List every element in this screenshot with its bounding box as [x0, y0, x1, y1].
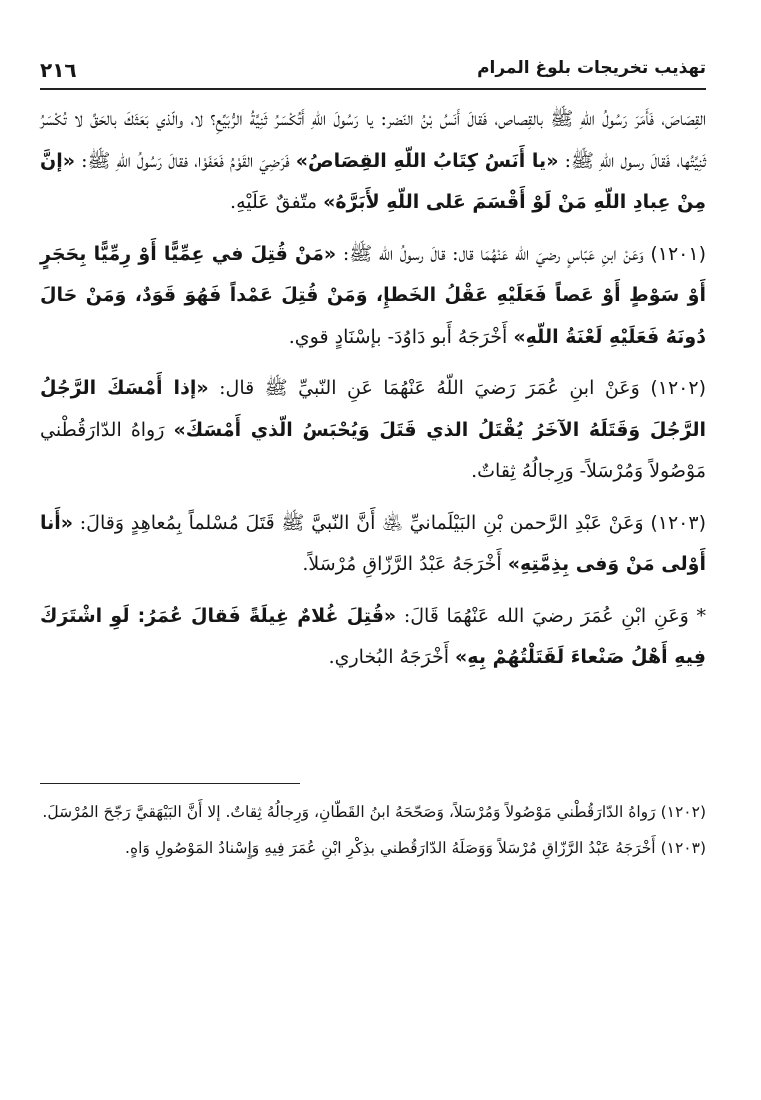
- hadith-intro: وَعَنْ عَبْدِ الرَّحمن بْنِ البَيْلَمانيِّ ﵁ أَنَّ النّبيَّ ﷺ قَتَلَ مُسْلماً بِمُعاهِدٍ وَقالَ:: [79, 511, 644, 534]
- prophet-quote: «يا أَنَسُ كِتَابُ اللّهِ القِصَاصُ»: [295, 149, 559, 172]
- hadith-intro: وَعَنْ ابنِ عُمَرَ رَضيَ اللّهُ عَنْهُمَا عَنِ النّبيِّ ﷺ قال:: [219, 377, 640, 399]
- continuation-text: القِصَاصَ، فَأَمَرَ رَسُولُ اللّهِ ﷺ بالقِصاص، فَقالَ أَنَسُ بْنُ النّضر: يا رَسُولَ اللّهِ أَتُكْسَرُ ثَنِيَّةُ الرُّبَيِّعِ؟ لا، والّذي بَعَثَكَ بالحَقِّ لا تُكْسَرُ ثَنِيَّتُها، فَقالَ رسول اللّهِ ﷺ:: [40, 108, 706, 172]
- hadith-source: أَخْرَجَهُ البُخاري.: [328, 646, 449, 668]
- companion-quote: «قُتِلَ غُلامٌ غِيلَةً فَقالَ عُمَرُ: لَوِ اشْتَرَكَ فِيهِ أَهْلُ صَنْعاءَ لَقَتَلْتُهُمْ بِهِ»: [40, 604, 706, 668]
- footnote-text: رَواهُ الدّارَقُطْني مَوْصُولاً وَمُرْسَلاً، وَصَحّحَهُ ابنُ القَطّانِ، وَرِجالُهُ ثِقاتٌ. إلا أَنَّ البَيْهَقيَّ رَجّحَ المُرْسَلَ.: [42, 803, 656, 821]
- extra-marker: *: [696, 604, 706, 627]
- continuation-paragraph: [40, 99, 706, 224]
- hadith-1201: [40, 234, 706, 359]
- prophet-quote: «مَنْ قُتِلَ في عِمِّيًّا أَوْ رِمِّيًّا بِحَجَرٍ أَوْ سَوْطٍ أَوْ عَصاً فَعَلَيْهِ عَقْلُ الخَطإِ، وَمَنْ قُتِلَ عَمْداً فَهُوَ قَوَدٌ، وَمَنْ حَالَ دُونَهُ فَعَلَيْهِ لَعْنَةُ اللّهِ»: [40, 242, 706, 348]
- hadith-intro: وَعَنِ ابْنِ عُمَرَ رضيَ الله عَنْهُمَا قَالَ:: [403, 604, 689, 627]
- prophet-quote: «أَنا أَوْلى مَنْ وَفى بِذِمَّتِهِ»: [40, 511, 706, 575]
- prophet-quote: «إذا أَمْسَكَ الرَّجُلُ الرَّجُلَ وَقَتَلَهُ الآخَرُ يُقْتَلُ الذي قَتَلَ وَيُحْبَسُ الّذي أَمْسَكَ»: [40, 377, 707, 441]
- footnote-text: أَخْرَجَهُ عَبْدُ الرَّزّاقِ مُرْسَلاً وَوَصَلَهُ الدّارَقُطني بذِكْرِ ابْنِ عُمَرَ فِيهِ وَإِسْنادُ المَوْصُولِ وَاهٍ.: [125, 839, 656, 857]
- footnotes: [40, 794, 706, 866]
- hadith-extra: [40, 596, 706, 679]
- main-text: [40, 99, 706, 689]
- hadith-source: متّفقٌ عَلَيْهِ.: [230, 191, 318, 213]
- hadith-intro: وَعَنْ ابنِ عَبّاسٍ رضيَ الله عَنْهُمَا قال: قالَ رسولُ الله ﷺ:: [342, 242, 644, 265]
- footnote: [40, 830, 706, 866]
- hadith-1203: [40, 503, 706, 586]
- hadith-1202: [40, 368, 706, 493]
- footnote-number: (١٢٠٣): [660, 839, 706, 857]
- book-page: [40, 0, 706, 1100]
- footnote: [40, 794, 706, 830]
- hadith-number: (١٢٠١): [650, 242, 706, 265]
- footnote-separator: [40, 783, 300, 784]
- hadith-source: رَواهُ الدّارَقُطْني مَوْصُولاً وَمُرْسَلاً- وَرِجالُهُ ثِقاتٌ.: [40, 418, 706, 482]
- page-header: [40, 56, 706, 90]
- hadith-number: (١٢٠٣): [650, 511, 706, 534]
- footnote-number: (١٢٠٢): [660, 803, 706, 821]
- hadith-number: (١٢٠٢): [650, 377, 706, 399]
- prophet-quote: «إنَّ مِنْ عِبادِ اللّهِ مَنْ لَوْ أَقْسَمَ عَلى اللّهِ لأَبَرَّهُ»: [40, 149, 706, 213]
- hadith-source: أَخْرَجَهُ عَبْدُ الرَّزّاقِ مُرْسَلاً.: [302, 553, 502, 575]
- continuation-text: فَرَضِيَ القَوْمُ فَعَفَوْا، فقالَ رَسُولُ اللّهِ ﷺ:: [81, 149, 290, 172]
- header-rule: [40, 88, 706, 90]
- page-number: ٢١٦: [40, 58, 77, 82]
- running-title: تهذيب تخريجات بلوغ المرام: [477, 58, 706, 78]
- hadith-source: أَخْرَجَهُ أَبو دَاوُدَ- بإسْنَادٍ قوي.: [288, 325, 508, 348]
